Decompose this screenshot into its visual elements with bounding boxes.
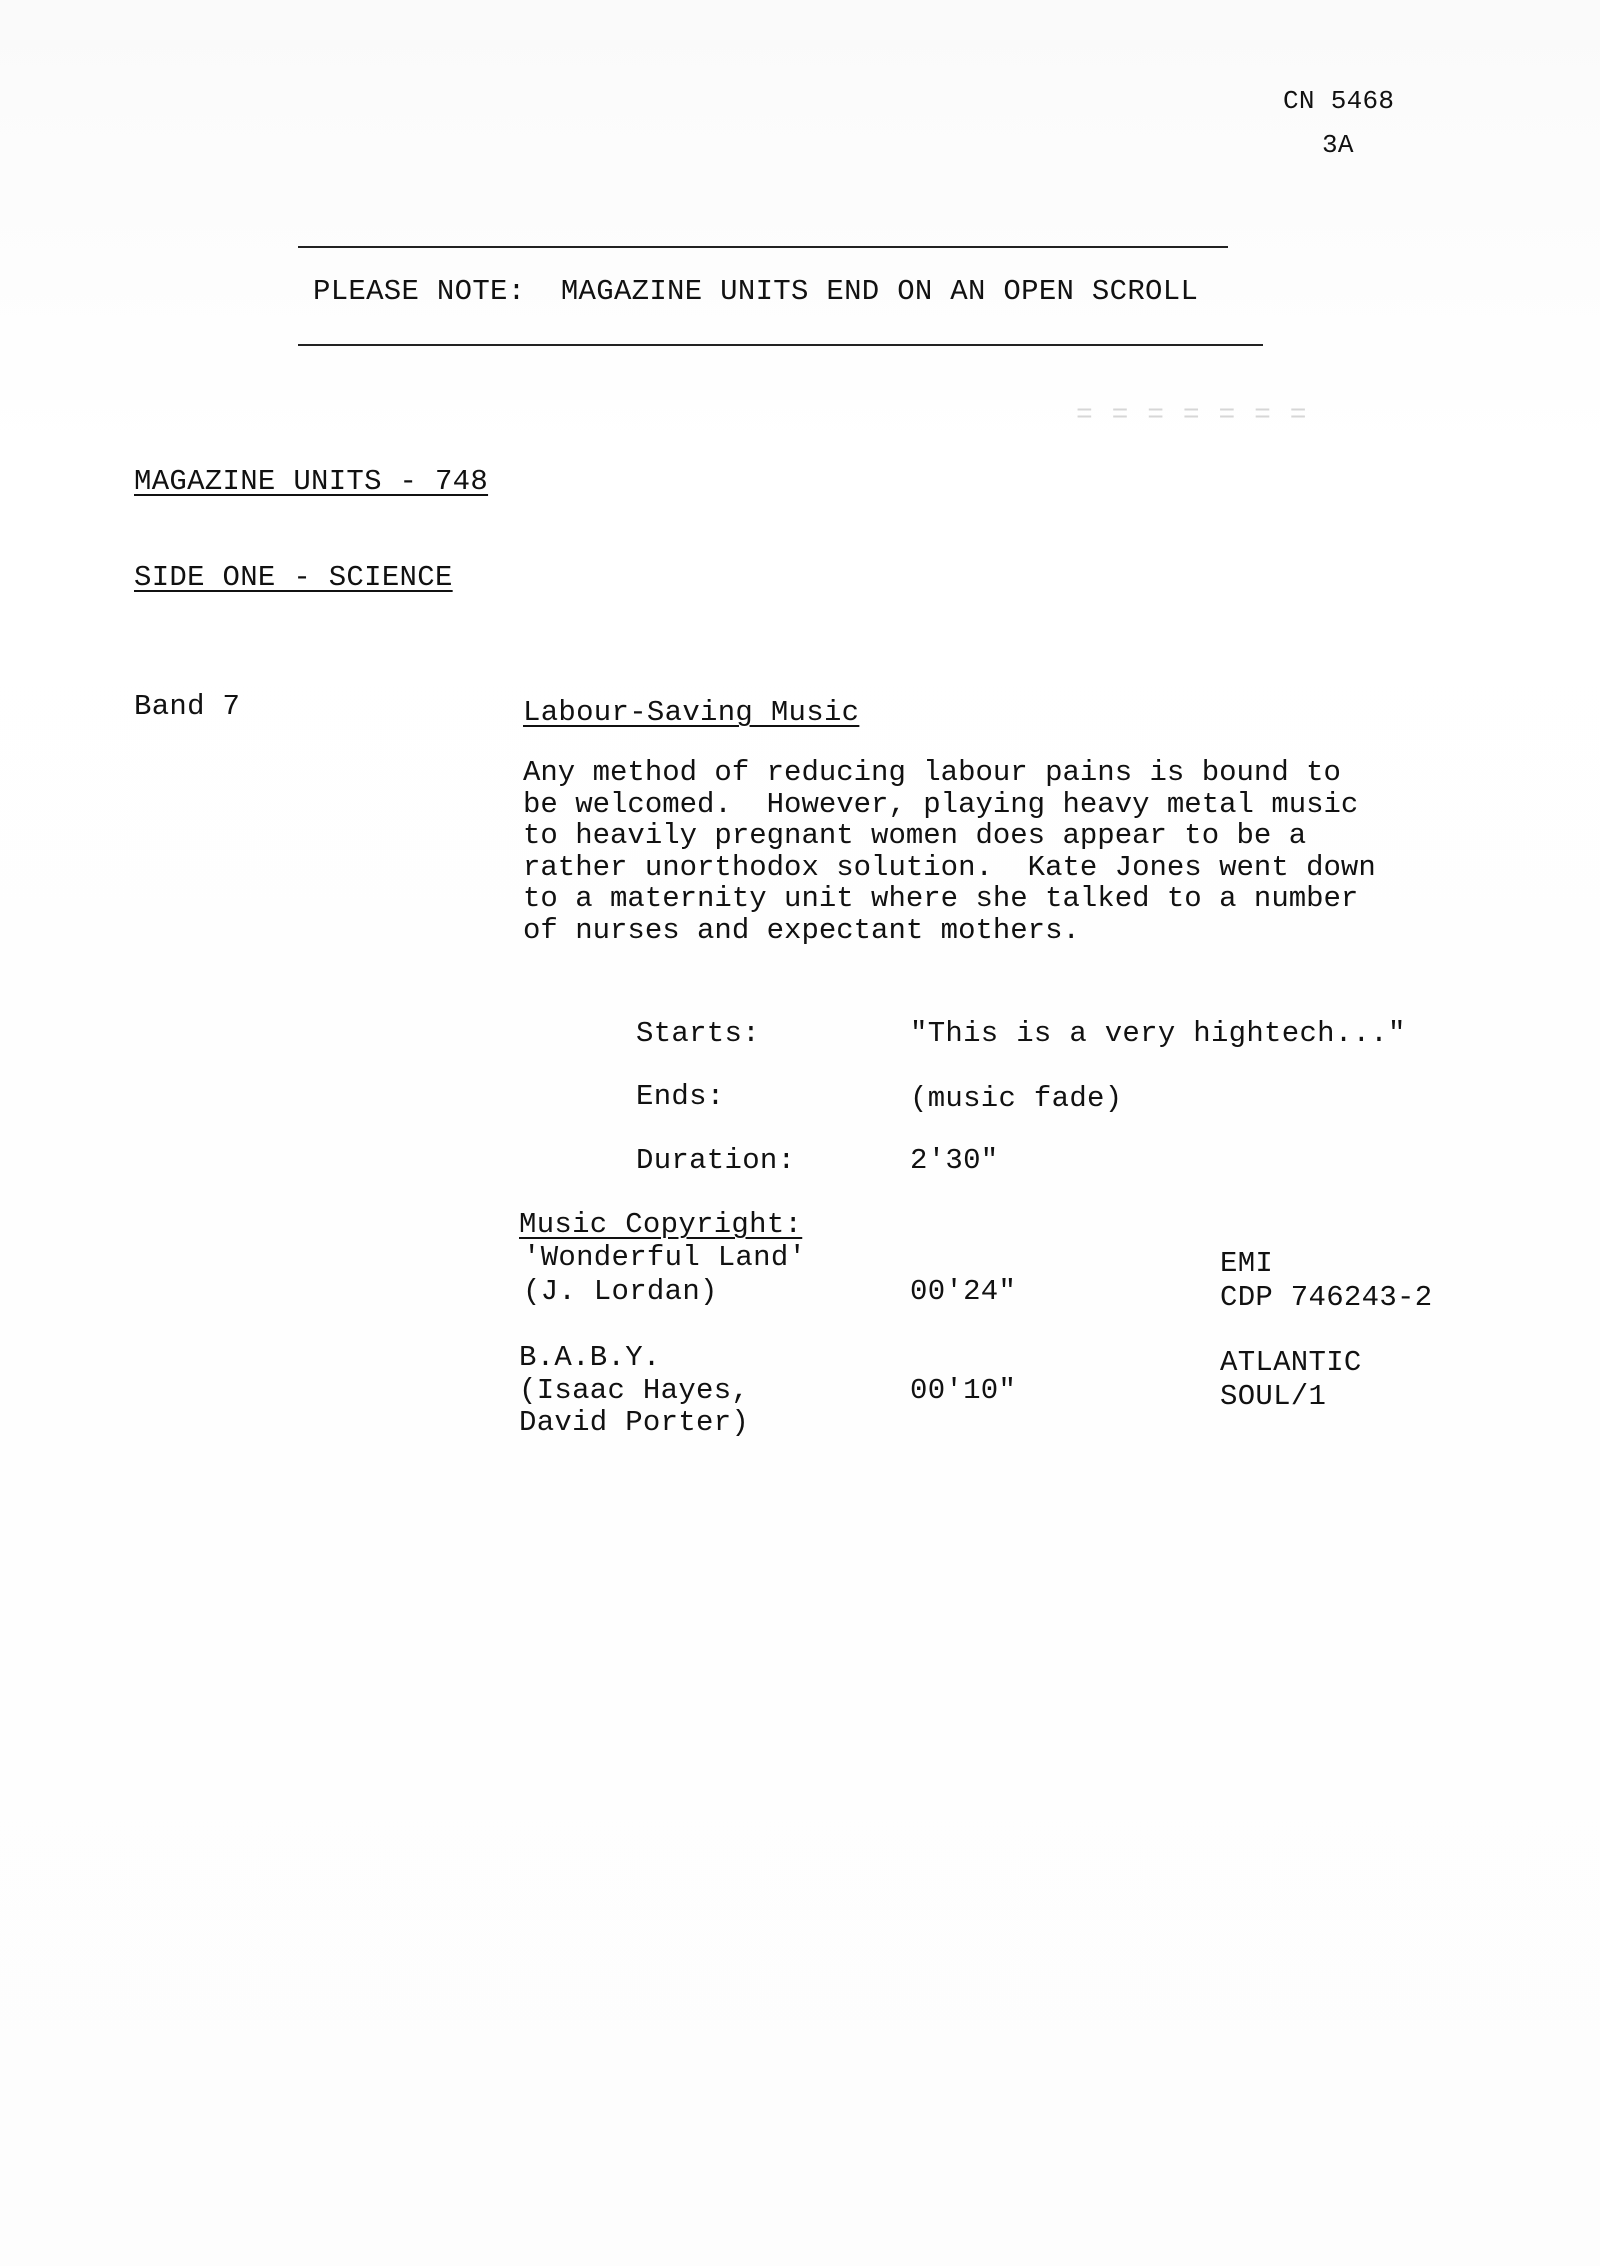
description-line: Any method of reducing labour pains is bound to [523, 756, 1341, 789]
notice-text: PLEASE NOTE: MAGAZINE UNITS END ON AN OPEN SCROLL [313, 275, 1199, 308]
ends-label: Ends: [636, 1080, 725, 1113]
track-title-line: (Isaac Hayes, [519, 1374, 750, 1407]
track-time: 00'24" [910, 1275, 1017, 1308]
band-title: Labour-Saving Music [523, 696, 860, 729]
band-description [523, 757, 1523, 946]
bleed-through-decoration: = = = = = = = [1075, 400, 1307, 431]
track-time: 00'10" [910, 1374, 1017, 1407]
section-heading: MAGAZINE UNITS - 748 [134, 465, 489, 498]
notice-top-rule [298, 246, 1228, 248]
ends-value: (music fade) [910, 1082, 1123, 1115]
duration-label: Duration: [636, 1144, 796, 1177]
track-title-line: (J. Lordan) [523, 1275, 718, 1308]
description-line: rather unorthodox solution. Kate Jones went down [523, 850, 1376, 884]
reference-number: CN 5468 [1283, 86, 1395, 116]
track-label-line: CDP 746243-2 [1220, 1281, 1433, 1314]
starts-label: Starts: [636, 1017, 760, 1050]
track-label-line: ATLANTIC [1220, 1346, 1362, 1379]
band-label: Band 7 [134, 690, 241, 723]
track-title-line: 'Wonderful Land' [523, 1241, 807, 1274]
description-line: be welcomed. However, playing heavy metal music [523, 787, 1359, 821]
track-title-line: B.A.B.Y. [519, 1341, 661, 1374]
page-number: 3A [1322, 130, 1354, 160]
starts-value: "This is a very hightech..." [910, 1017, 1406, 1050]
side-heading: SIDE ONE - SCIENCE [134, 561, 453, 594]
description-line: to heavily pregnant women does appear to be a [523, 819, 1307, 852]
track-label-line: EMI [1220, 1247, 1274, 1280]
description-line: to a maternity unit where she talked to a number [523, 882, 1359, 915]
track-title-line: David Porter) [519, 1406, 750, 1439]
notice-bottom-rule [298, 344, 1263, 346]
track-label-line: SOUL/1 [1220, 1380, 1327, 1413]
description-line: of nurses and expectant mothers. [523, 913, 1080, 947]
music-copyright-heading: Music Copyright: [519, 1208, 803, 1241]
duration-value: 2'30" [910, 1144, 999, 1177]
